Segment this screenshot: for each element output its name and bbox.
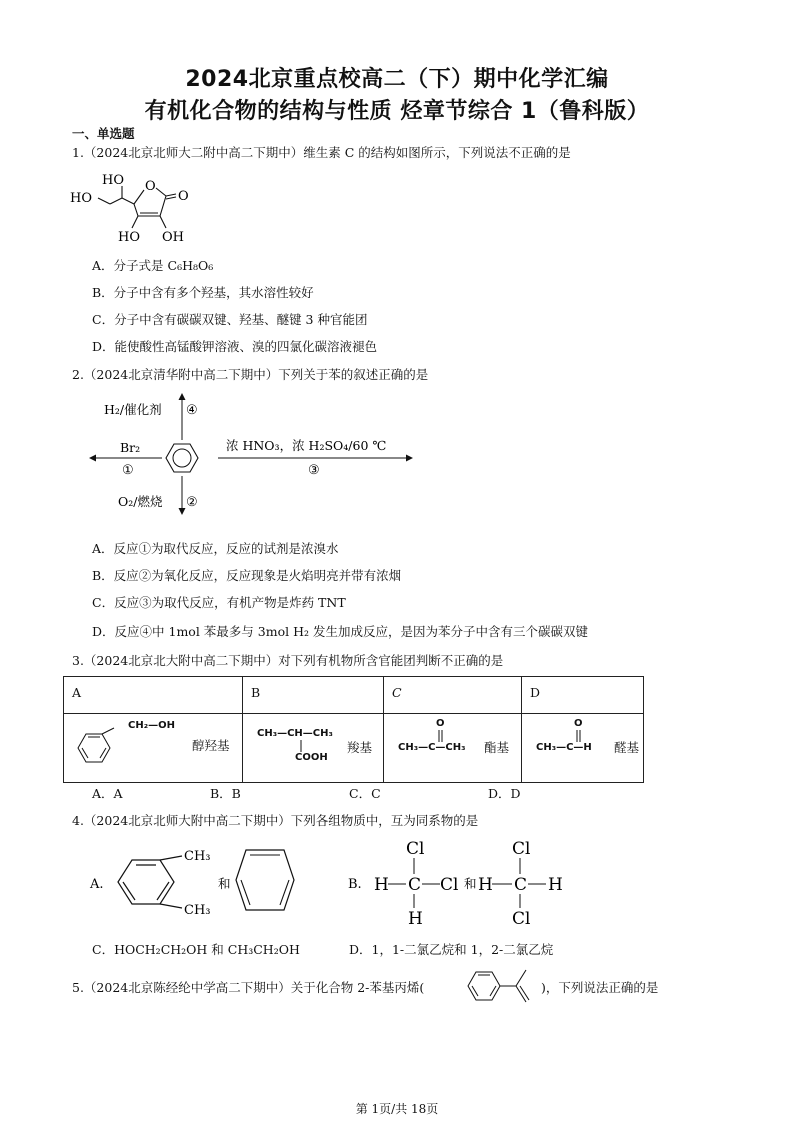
2-phenylpropene-structure: [460, 962, 544, 1006]
q4-option-b-and: 和: [464, 876, 477, 891]
left-cl-right-label: Cl: [440, 875, 459, 895]
right-cl-bottom-label: Cl: [512, 909, 531, 929]
table-cell-a: [64, 714, 243, 783]
arrow-right-number: ③: [308, 463, 320, 478]
cell-a-group: 醇羟基: [192, 738, 230, 753]
q3-option-b[interactable]: B．B: [210, 786, 241, 801]
right-h-right-label: H: [548, 875, 563, 895]
left-h-bottom-label: H: [408, 909, 423, 929]
ch3-bottom-label: CH₃: [184, 903, 211, 918]
benzene-ring-icon: [72, 726, 132, 766]
cell-d-group: 醛基: [614, 740, 640, 755]
table-header-c: C: [384, 677, 522, 714]
arrow-up-reagent: H₂/催化剂: [104, 402, 162, 417]
arrow-down-reagent: O₂/燃烧: [118, 494, 163, 509]
carbonyl-oxygen-label: O: [178, 189, 189, 204]
cell-c-formula-top: O: [436, 718, 445, 729]
section-heading: 一、单选题: [72, 126, 135, 141]
cell-b-formula-bottom: COOH: [295, 752, 328, 763]
question-5-stem-end: )，下列说法正确的是: [541, 980, 659, 995]
q4-option-d[interactable]: D．1，1-二氯乙烷和 1，2-二氯乙烷: [349, 942, 554, 957]
benzene-reaction-scheme: [84, 388, 424, 518]
left-cl-top-label: Cl: [406, 839, 425, 859]
ch3-top-label: CH₃: [184, 849, 211, 864]
vitamin-c-structure: [66, 164, 206, 246]
q1-option-c[interactable]: C．分子中含有碳碳双键、羟基、醚键 3 种官能团: [92, 312, 368, 327]
q4-option-c[interactable]: C．HOCH₂CH₂OH 和 CH₃CH₂OH: [92, 942, 300, 957]
table-header-b: B: [243, 677, 384, 714]
q3-option-c[interactable]: C．C: [349, 786, 381, 801]
q1-option-d[interactable]: D．能使酸性高锰酸钾溶液、溴的四氯化碳溶液褪色: [92, 339, 378, 354]
right-h-left-label: H: [478, 875, 493, 895]
q2-option-d[interactable]: D．反应④中 1mol 苯最多与 3mol H₂ 发生加成反应，是因为苯分子中含有三个碳碳双键: [92, 624, 588, 639]
right-c-label: C: [514, 875, 528, 895]
question-4-stem: 4.（2024北京北师大附中高二下期中）下列各组物质中，互为同系物的是: [72, 813, 479, 828]
q1-option-b[interactable]: B．分子中含有多个羟基，其水溶性较好: [92, 285, 314, 300]
table-cell-c: [384, 714, 522, 783]
arrow-up-number: ④: [186, 403, 198, 418]
question-2-stem: 2.（2024北京清华附中高二下期中）下列关于苯的叙述正确的是: [72, 367, 429, 382]
table-cell-b: [243, 714, 384, 783]
cell-b-formula-top: CH₃—CH—CH₃: [257, 728, 333, 739]
q4-option-a-label: A.: [90, 877, 104, 892]
q1-option-a[interactable]: A．分子式是 C₆H₈O₆: [92, 258, 214, 273]
ho-top-label: HO: [102, 173, 124, 188]
cell-d-formula: CH₃—C—H: [536, 742, 592, 753]
page-footer: 第 1页/共 18页: [355, 1102, 439, 1116]
functional-group-table: [63, 676, 644, 783]
document-title-line2: 有机化合物的结构与性质 烃章节综合 1（鲁科版）: [144, 99, 650, 124]
q2-option-a[interactable]: A．反应①为取代反应，反应的试剂是浓溴水: [92, 541, 339, 556]
right-cl-top-label: Cl: [512, 839, 531, 859]
ho-bottom-label: HO: [118, 230, 140, 245]
q4-option-b-label: B.: [348, 877, 362, 892]
cell-c-group: 酯基: [484, 740, 510, 755]
cell-d-formula-top: O: [574, 718, 583, 729]
cell-a-formula: CH₂—OH: [128, 720, 175, 731]
q4-option-a-and: 和: [218, 876, 231, 891]
document-title-line1: 2024北京重点校高二（下）期中化学汇编: [185, 67, 609, 92]
ring-oxygen-label: O: [145, 179, 156, 194]
q4-option-b-structures[interactable]: [344, 834, 584, 930]
arrow-right-reagent: 浓 HNO₃，浓 H₂SO₄/60 ℃: [226, 438, 387, 453]
oh-bottom-label: OH: [162, 230, 184, 245]
question-3-stem: 3.（2024北京北大附中高二下期中）对下列有机物所含官能团判断不正确的是: [72, 653, 504, 668]
cell-c-formula: CH₃—C—CH₃: [398, 742, 466, 753]
question-1-stem: 1.（2024北京北师大二附中高二下期中）维生素 C 的结构如图所示，下列说法不正确的是: [72, 145, 571, 160]
table-header-d: D: [522, 677, 644, 714]
q3-option-a[interactable]: A．A: [92, 786, 123, 801]
arrow-left-number: ①: [122, 463, 134, 478]
left-h-label: H: [374, 875, 389, 895]
arrow-left-reagent: Br₂: [120, 440, 141, 455]
cell-b-group: 羧基: [347, 740, 373, 755]
q2-option-c[interactable]: C．反应③为取代反应，有机产物是炸药 TNT: [92, 595, 346, 610]
ho-left-label: HO: [70, 191, 92, 206]
question-5-stem-start: 5.（2024北京陈经纶中学高二下期中）关于化合物 2-苯基丙烯(: [72, 980, 425, 995]
q3-option-d[interactable]: D．D: [488, 786, 521, 801]
left-c-label: C: [408, 875, 422, 895]
q2-option-b[interactable]: B．反应②为氧化反应，反应现象是火焰明亮并带有浓烟: [92, 568, 402, 583]
table-header-a: A: [64, 677, 243, 714]
arrow-down-number: ②: [186, 495, 198, 510]
q4-option-a-structures[interactable]: [86, 836, 306, 926]
table-cell-d: [522, 714, 644, 783]
